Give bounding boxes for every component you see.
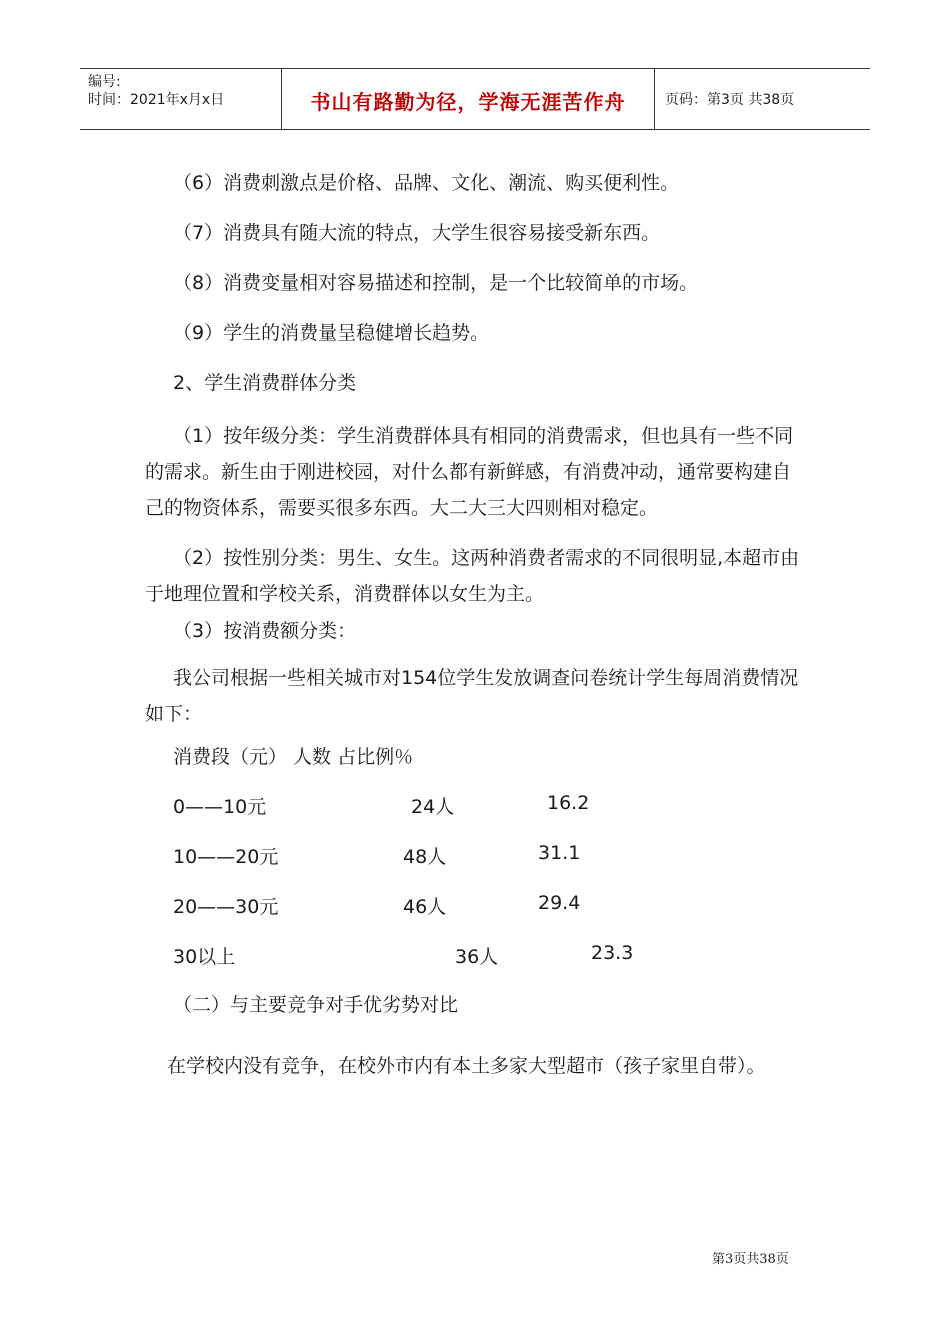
code-label: 编号: [88, 74, 121, 90]
table-cell-pct: 31.1 [538, 842, 581, 864]
header-divider [654, 69, 655, 129]
section-heading: 2、学生消费群体分类 [173, 372, 357, 394]
header-divider [281, 69, 282, 129]
header-meta [88, 73, 224, 109]
header-page-info: 页码：第3页 共38页 [665, 92, 795, 108]
table-cell-pct: 29.4 [538, 892, 581, 914]
table-cell-range: 20——30元 [173, 896, 279, 918]
paragraph-survey-intro: 我公司根据一些相关城市对154位学生发放调查问卷统计学生每周消费情况如下： [145, 667, 799, 725]
time-label: 时间：2021年x月x日 [88, 92, 225, 108]
list-item: （8）消费变量相对容易描述和控制，是一个比较简单的市场。 [173, 272, 699, 294]
page-header [80, 68, 870, 130]
paragraph-grade-class: （1）按年级分类：学生消费群体具有相同的消费需求，但也具有一些不同的需求。新生由于刚进校园，对什么都有新鲜感，有消费冲动，通常要构建自己的物资体系，需要买很多东西。大二大三大四则相对稳定。 [145, 425, 794, 519]
page-footer: 第3页共38页 [712, 1252, 789, 1267]
list-item: （6）消费刺激点是价格、品牌、文化、潮流、购买便利性。 [173, 172, 680, 194]
paragraph-amount-class: （3）按消费额分类： [173, 620, 357, 642]
list-item: （9）学生的消费量呈稳健增长趋势。 [173, 322, 490, 344]
table-cell-range: 10——20元 [173, 846, 279, 868]
table-cell-range: 0——10元 [173, 796, 267, 818]
section-heading: （二）与主要竞争对手优劣势对比 [173, 994, 459, 1016]
table-cell-range: 30以上 [173, 946, 236, 968]
table-header: 消费段（元） 人数 占比例％ [173, 746, 414, 768]
table-cell-count: 24人 [411, 796, 455, 818]
header-motto: 书山有路勤为径，学海无涯苦作舟 [310, 90, 626, 114]
table-cell-pct: 16.2 [547, 792, 590, 814]
table-cell-count: 36人 [455, 946, 499, 968]
table-cell-pct: 23.3 [591, 942, 634, 964]
paragraph-competition: 在学校内没有竞争，在校外市内有本土多家大型超市（孩子家里自带）。 [167, 1055, 766, 1077]
table-cell-count: 46人 [403, 896, 447, 918]
paragraph-gender-class: （2）按性别分类：男生、女生。这两种消费者需求的不同很明显,本超市由于地理位置和学校关系，消费群体以女生为主。 [145, 547, 800, 605]
table-cell-count: 48人 [403, 846, 447, 868]
list-item: （7）消费具有随大流的特点，大学生很容易接受新东西。 [173, 222, 661, 244]
